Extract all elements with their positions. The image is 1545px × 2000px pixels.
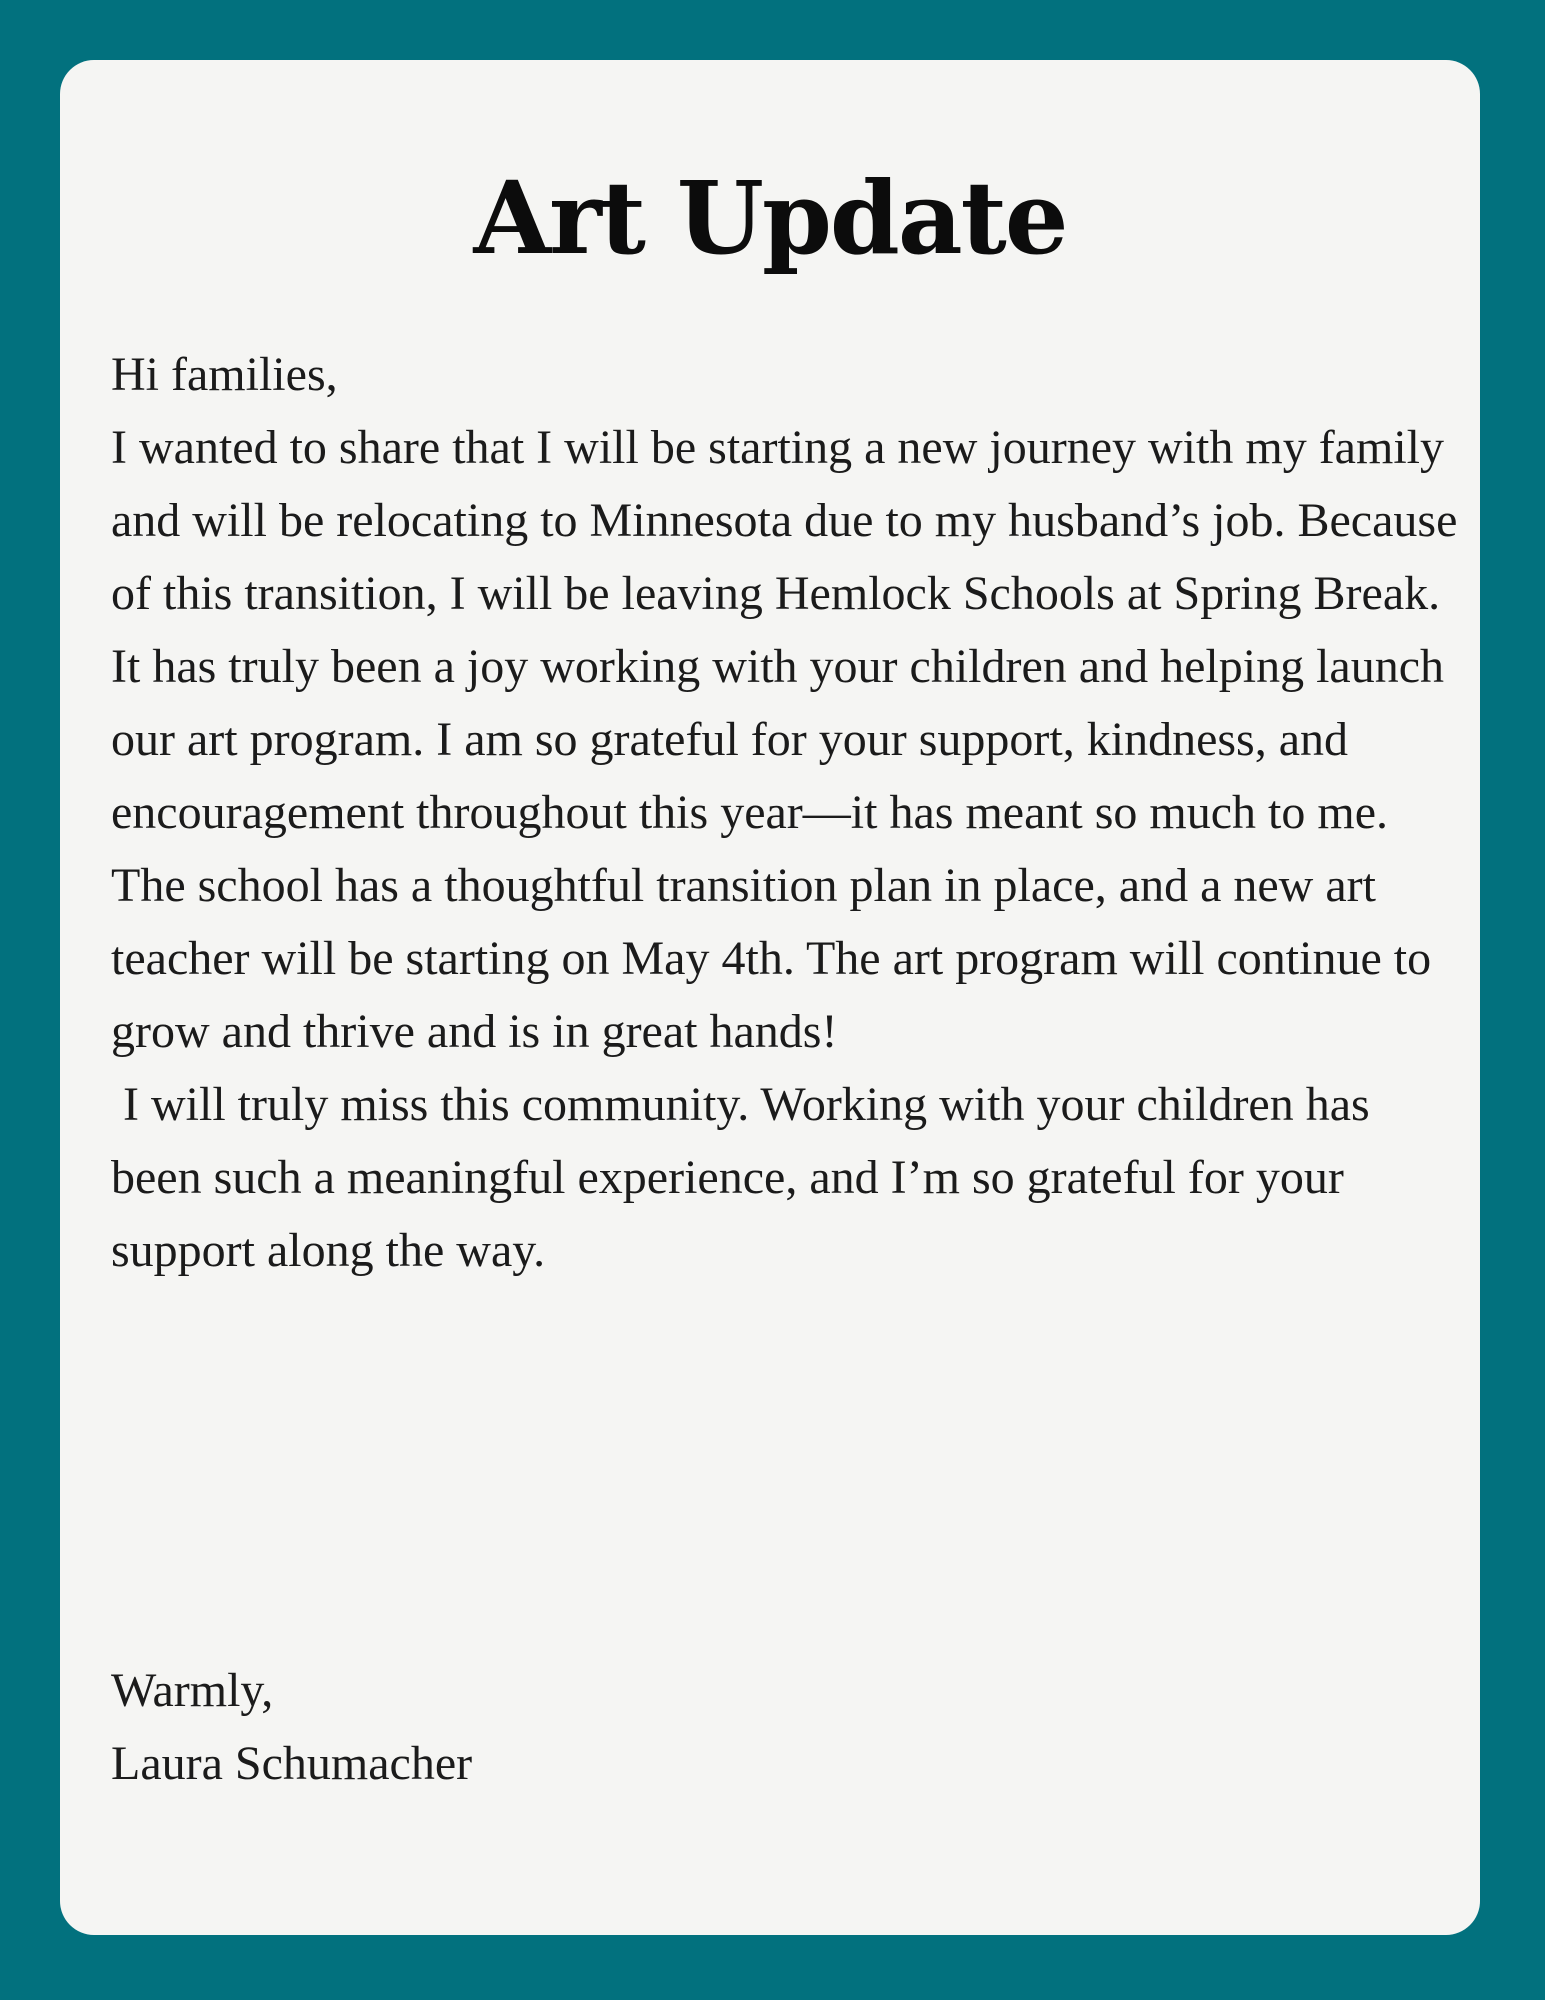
letter-body <box>111 338 1471 1287</box>
signature: Laura Schumacher <box>111 1737 473 1790</box>
greeting: Hi families, <box>111 348 338 401</box>
closing: Warmly, <box>111 1664 274 1717</box>
paragraph-farewell: I will truly miss this community. Working with your children has been such a meaningful experience, and I’m so grateful for your support along the way. <box>111 1078 1382 1277</box>
paragraph-relocation: I wanted to share that I will be starting a new journey with my family and will be relocating to Minnesota due to my husband’s job. Because of this transition, I will be leaving Hemlock Schools at Spring Break. <box>111 421 1470 620</box>
paragraph-gratitude: It has truly been a joy working with your children and helping launch our art program. I am so grateful for your support, kindness, and encouragement throughout this year—it has meant so much to me. <box>111 640 1457 839</box>
paragraph-transition-plan: The school has a thoughtful transition plan in place, and a new art teacher will be starting on May 4th. The art program will continue to grow and thrive and is in great hands! <box>111 859 1444 1058</box>
letter-card <box>60 60 1480 1935</box>
signoff <box>111 1654 1471 1800</box>
page-title: Art Update <box>473 159 1067 277</box>
